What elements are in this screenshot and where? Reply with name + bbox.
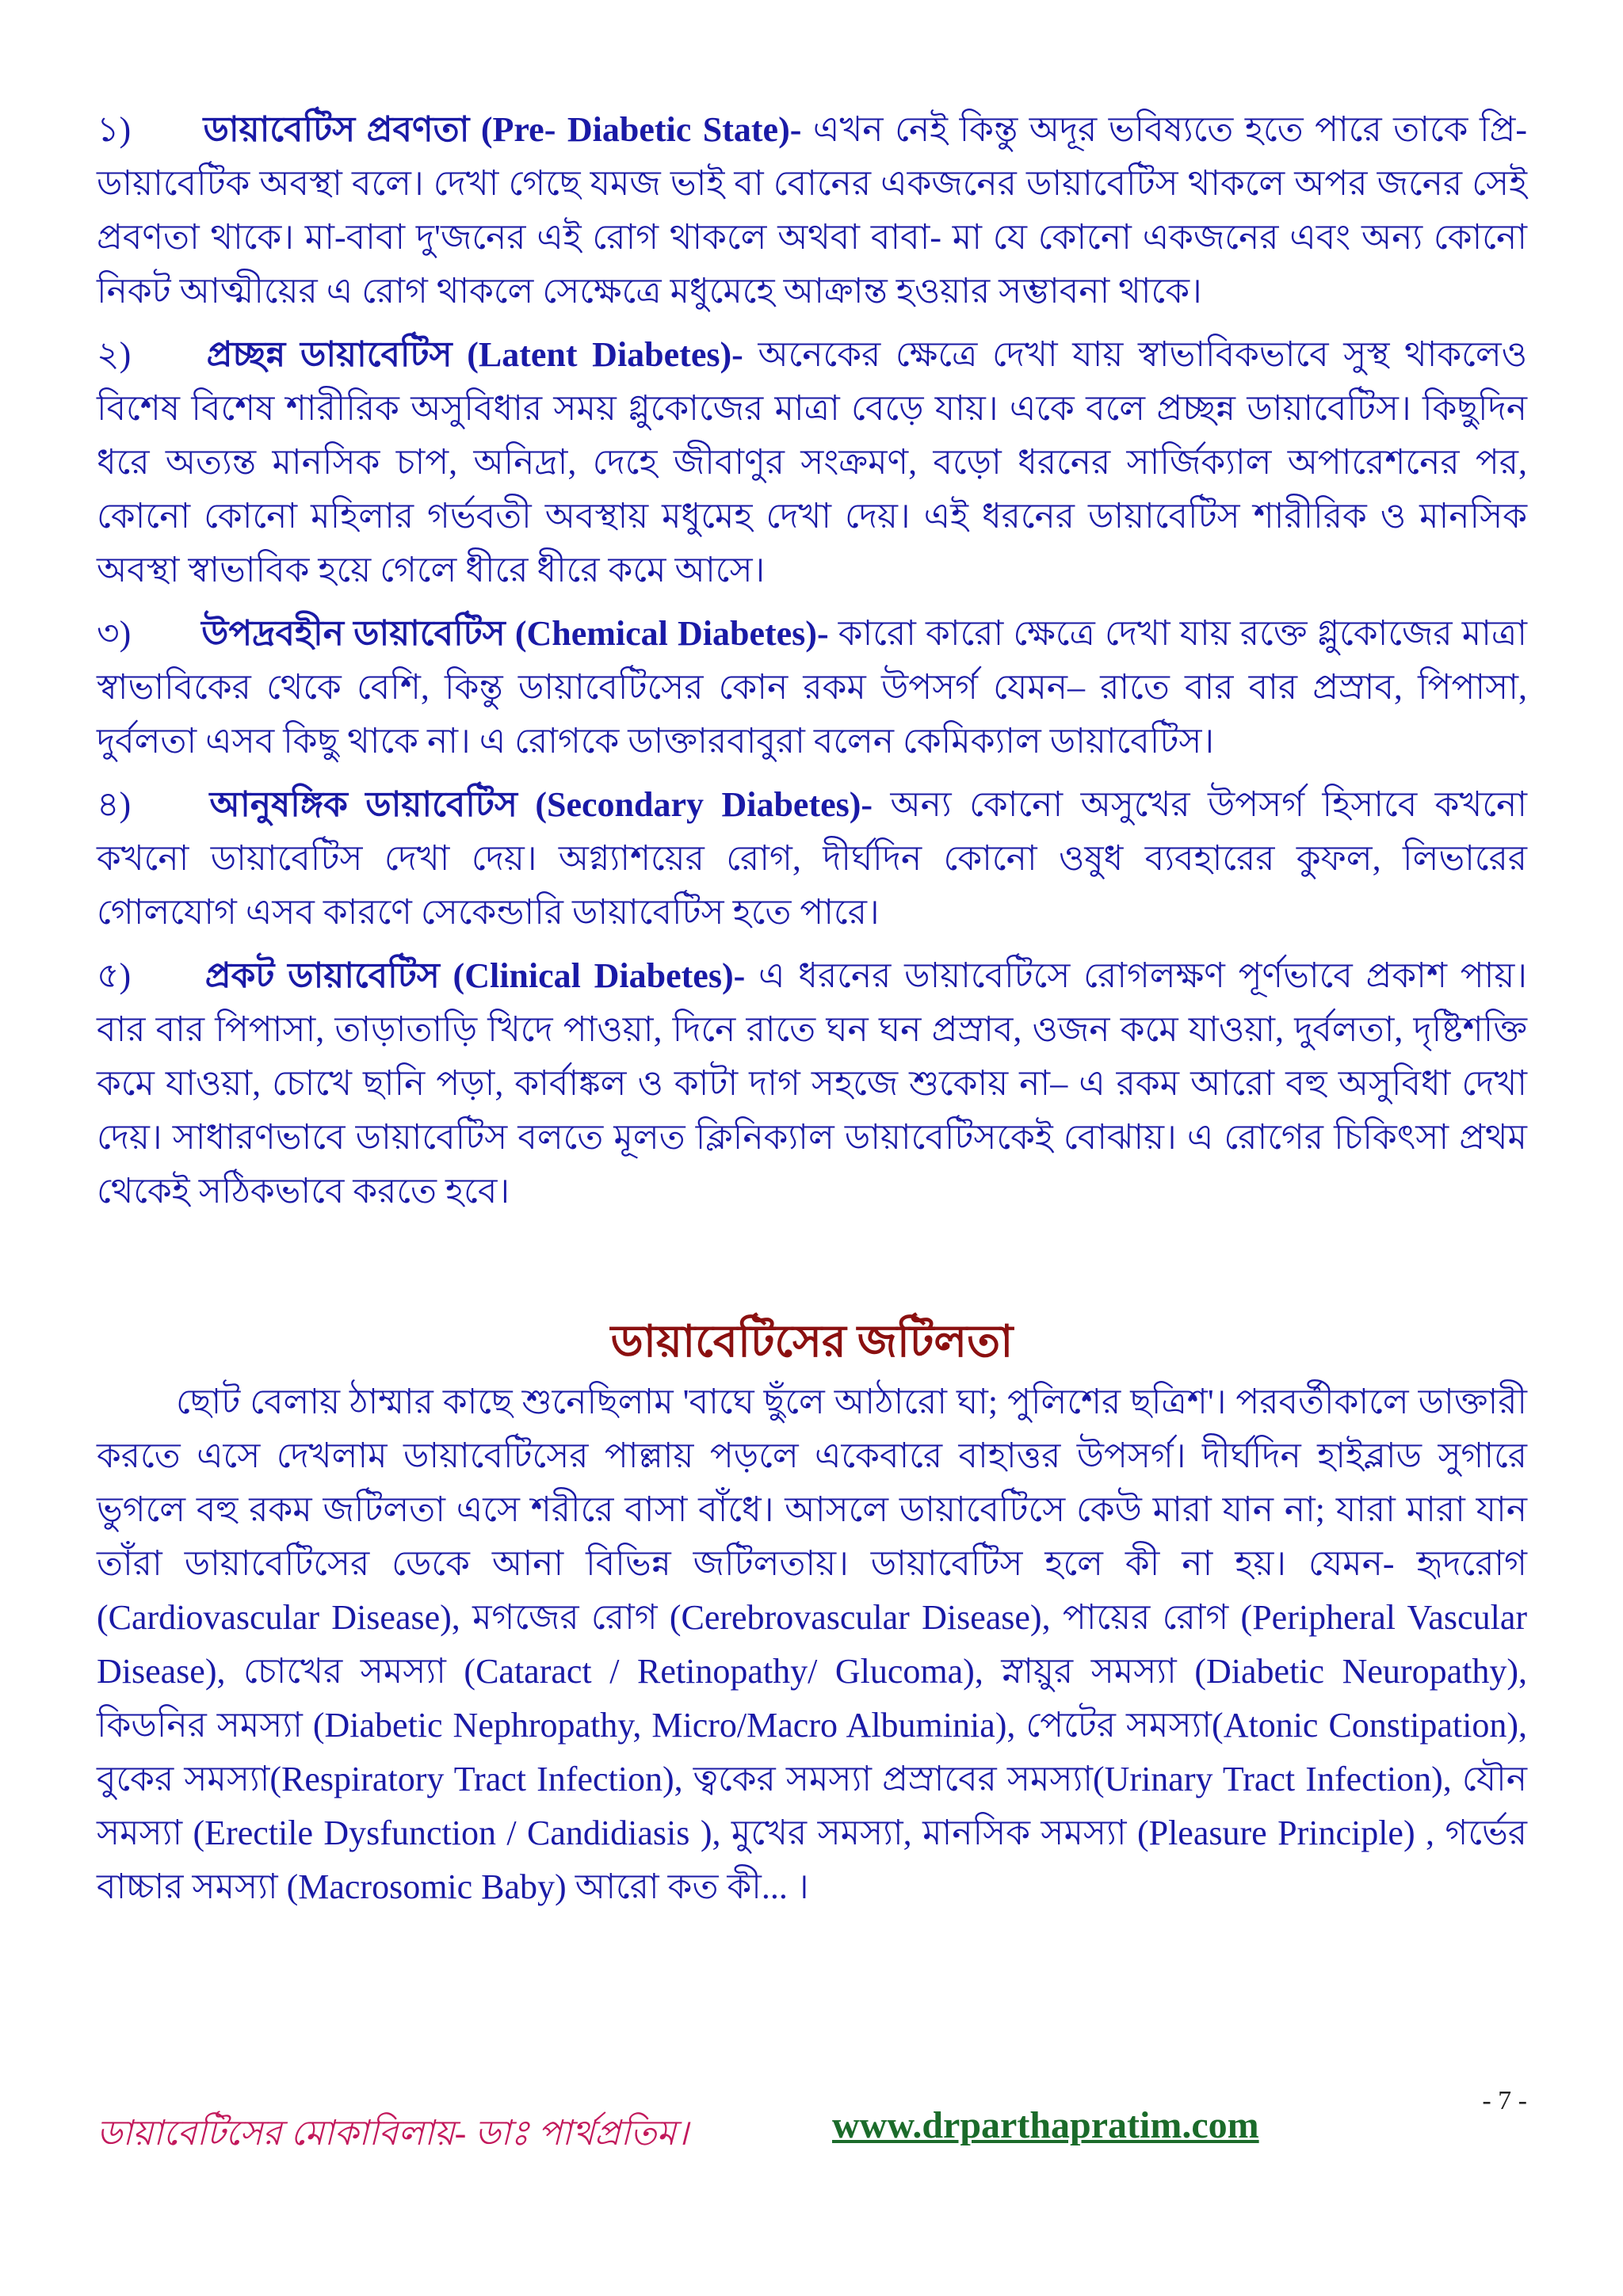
list-item-heading: ডায়াবেটিস প্রবণতা (Pre- Diabetic State)- <box>203 110 802 149</box>
section-title: ডায়াবেটিসের জটিলতা <box>610 1318 1014 1367</box>
list-item-pre-diabetic <box>97 103 1527 318</box>
section-body: ছোট বেলায় ঠাম্মার কাছে শুনেছিলাম 'বাঘে ছুঁলে আঠারো ঘা; পুলিশের ছত্রিশ'। পরবর্তীকালে ডাক্তারী করতে এসে দেখলাম ডায়াবেটিসের পাল্লায় পড়লে একেবারে বাহাত্তর উপসর্গ। দীর্ঘদিন হাইব্লাড সুগারে ভুগলে বহু রকম জটিলতা এসে শরীরে বাসা বাঁধে। আসলে ডায়াবেটিসে কেউ মারা যান না; যারা মারা যান তাঁরা ডায়াবেটিসের ডেকে আনা বিভিন্ন জটিলতায়। ডায়াবেটিস হলে কী না হয়। যেমন- হৃদরোগ (Cardiovascular Disease), মগজের রোগ (Cerebrovascular Disease), পায়ের রোগ (Peripheral Vascular Disease), চোখের সমস্যা (Cataract / Retinopathy/ Glucoma), স্নায়ুর সমস্যা (Diabetic Neuropathy), কিডনির সমস্যা (Diabetic Nephropathy, Micro/Macro Albuminia), পেটের সমস্যা(Atonic Constipation), বুকের সমস্যা(Respiratory Tract Infection), ত্বকের সমস্যা প্রস্রাবের সমস্যা(Urinary Tract Infection), যৌন সমস্যা (Erectile Dysfunction / Candidiasis ), মুখের সমস্যা, মানসিক সমস্যা (Pleasure Principle) , গর্ভের বাচ্চার সমস্যা (Macrosomic Baby) আরো কত কী... । <box>97 1383 1527 1906</box>
list-item-number: ৫) <box>97 956 132 995</box>
list-item-heading: আনুষঙ্গিক ডায়াবেটিস (Secondary Diabetes)- <box>209 785 873 824</box>
list-item-text: অন্য কোনো অসুখের উপসর্গ হিসাবে কখনো কখনো ডায়াবেটিস দেখা দেয়। অগ্ন্যাশয়ের রোগ, দীর্ঘদিন কোনো ওষুধ ব্যবহারের কুফল, লিভারের গোলযোগ এসব কারণে সেকেন্ডারি ডায়াবেটিস হতে পারে। <box>97 785 1528 932</box>
list-item-heading: প্রকট ডায়াবেটিস (Clinical Diabetes)- <box>204 956 746 995</box>
footer-book-title: ডায়াবেটিসের মোকাবিলায়- ডাঃ পার্থপ্রতিম। <box>97 2114 689 2153</box>
list-item-text: অনেকের ক্ষেত্রে দেখা যায় স্বাভাবিকভাবে সুস্থ থাকলেও বিশেষ বিশেষ শারীরিক অসুবিধার সময় গ্লুকোজের মাত্রা বেড়ে যায়। একে বলে প্রচ্ছন্ন ডায়াবেটিস। কিছুদিন ধরে অত্যন্ত মানসিক চাপ, অনিদ্রা, দেহে জীবাণুর সংক্রমণ, বড়ো ধরনের সার্জিক্যাল অপারেশনের পর, কোনো কোনো মহিলার গর্ভবতী অবস্থায় মধুমেহ দেখা দেয়। এই ধরনের ডায়াবেটিস শারীরিক ও মানসিক অবস্থা স্বাভাবিক হয়ে গেলে ধীরে ধীরে কমে আসে। <box>97 335 1528 589</box>
website-link[interactable]: www.drparthapratim.com <box>832 2104 1259 2146</box>
list-item-heading: প্রচ্ছন্ন ডায়াবেটিস (Latent Diabetes)- <box>206 335 743 374</box>
list-item-text: এখন নেই কিন্তু অদূর ভবিষ্যতে হতে পারে তাকে প্রি-ডায়াবেটিক অবস্থা বলে। দেখা গেছে যমজ ভাই বা বোনের একজনের ডায়াবেটিস থাকলে অপর জনের সেই প্রবণতা থাকে। মা-বাবা দু'জনের এই রোগ থাকলে অথবা বাবা- মা যে কোনো একজনের এবং অন্য কোনো নিকট আত্মীয়ের এ রোগ থাকলে সেক্ষেত্রে মধুমেহে আক্রান্ত হওয়ার সম্ভাবনা থাকে। <box>97 110 1528 311</box>
list-item-number: ১) <box>97 110 132 149</box>
list-item-clinical <box>97 949 1527 1219</box>
page-number: - 7 - <box>1482 2086 1527 2115</box>
page-footer <box>97 2086 1527 2159</box>
document-page <box>97 103 1527 1914</box>
list-item-number: ২) <box>97 335 132 374</box>
list-item-latent <box>97 328 1527 597</box>
list-item-number: ৪) <box>97 785 132 824</box>
list-item-number: ৩) <box>97 614 132 653</box>
list-item-heading: উপদ্রবহীন ডায়াবেটিস (Chemical Diabetes)- <box>201 614 829 653</box>
list-item-chemical <box>97 607 1527 769</box>
list-item-text: কারো কারো ক্ষেত্রে দেখা যায় রক্তে গ্লুকোজের মাত্রা স্বাভাবিকের থেকে বেশি, কিন্তু ডায়াবেটিসের কোন রকম উপসর্গ যেমন– রাতে বার বার প্রস্রাব, পিপাসা, দুর্বলতা এসব কিছু থাকে না। এ রোগকে ডাক্তারবাবুরা বলেন কেমিক্যাল ডায়াবেটিস। <box>97 614 1528 761</box>
list-item-text: এ ধরনের ডায়াবেটিসে রোগলক্ষণ পূর্ণভাবে প্রকাশ পায়। বার বার পিপাসা, তাড়াতাড়ি খিদে পাওয়া, দিনে রাতে ঘন ঘন প্রস্রাব, ওজন কমে যাওয়া, দুর্বলতা, দৃষ্টিশক্তি কমে যাওয়া, চোখে ছানি পড়া, কার্বাঙ্কল ও কাটা দাগ সহজে শুকোয় না– এ রকম আরো বহু অসুবিধা দেখা দেয়। সাধারণভাবে ডায়াবেটিস বলতে মূলত ক্লিনিক্যাল ডায়াবেটিসকেই বোঝায়। এ রোগের চিকিৎসা প্রথম থেকেই সঠিকভাবে করতে হবে। <box>97 956 1528 1211</box>
list-item-secondary <box>97 778 1527 940</box>
